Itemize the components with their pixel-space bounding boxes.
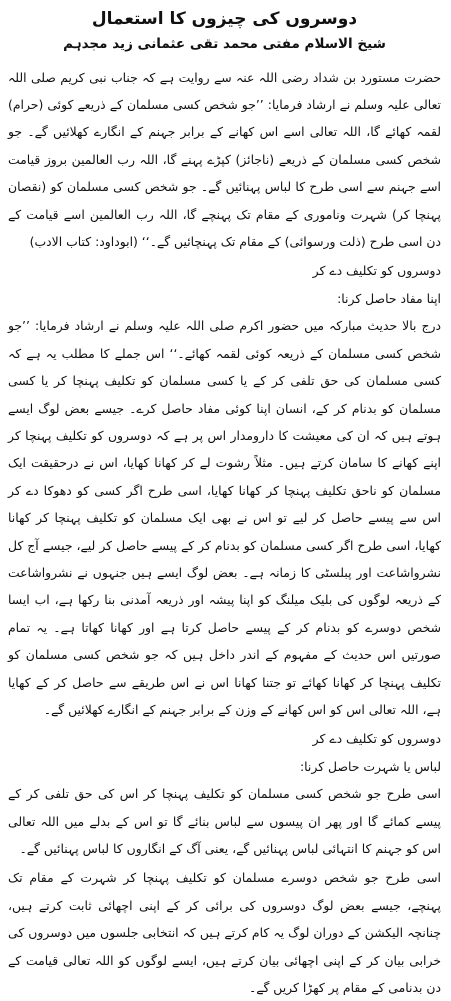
section-heading-2-sub: لباس یا شہرت حاصل کرنا: xyxy=(299,758,441,774)
section-heading-1-sub: اپنا مفاد حاصل کرنا: xyxy=(337,290,441,306)
section-heading-1: دوسروں کو تکلیف دے کر xyxy=(312,263,441,279)
body-paragraph-2: اسی طرح جو شخص کسی مسلمان کو تکلیف پہنچا کر اس کی حق تلفی کر کے پیسے کمائے گا اور پھر ان پیسوں سے لباس بنائے گا تو اس کے بدلے میں اللہ تعالی اس کو جہنم کا انتہائی لباس پہنائیں گے، یعنی آگ کے انگاروں کا لباس پہنائیں گے۔ xyxy=(8,786,441,857)
article-author: شیخ الاسلام مفتی محمد تقی عثمانی زید مجدہم xyxy=(63,36,386,53)
section-heading-2: دوسروں کو تکلیف دے کر xyxy=(312,731,441,747)
body-paragraph-3: اسی طرح جو شخص دوسرے مسلمان کو تکلیف پہنچا کر شہرت کے مقام تک پہنچے، جیسے بعض لوگ دوسروں کی برائی کر کے اپنی اچھائی ثابت کرتے ہیں، چنانچہ الیکشن کے دوران لوگ یہ کام کرتے ہیں کہ انتخابی جلسوں میں دوسروں کی خرابی بیان کر کے اپنی اچھائی بیان کرتے ہیں، ایسے لوگوں کو اللہ تعالی قیامت کے دن بدنامی کے مقام پر کھڑا کریں گے۔ xyxy=(8,870,441,996)
article-title: دوسروں کی چیزوں کا استعمال xyxy=(91,9,358,29)
body-paragraph-1: درج بالا حدیث مبارکہ میں حضور اکرم صلی اللہ علیہ وسلم نے ارشاد فرمایا: ’’جو شخص کسی مسلمان کے ذریعہ کوئی لقمہ کھائے۔‘‘ اس جملے کا مطلب یہ ہے کہ کسی مسلمان کی حق تلفی کر کے یا کسی مسلمان کو تکلیف پہنچا کر یا کسی مسلمان کو بدنام کر کے، انسان اپنا کوئی مفاد حاصل کرے۔ جیسے بعض لوگ ایسے ہوتے ہیں کہ ان کی معیشت کا دارومدار اس پر ہے کہ دوسروں کو تکلیف پہنچا کر اپنے کھانے کا سامان کرتے ہیں۔ مثلاً رشوت لے کر کھانا کھایا، اس نے درحقیقت ایک مسلمان کو ناحق تکلیف پہنچا کر کھانا کھایا، اسی طرح اگر کسی کو دھوکا دے کر اس سے پیسے حاصل کر لیے تو اس نے بھی ایک مسلمان کو تکلیف پہنچا کر کھانا کھایا، اسی طرح اگر کسی مسلمان کو بدنام کر کے پیسے حاصل کر لیے، جیسے آج کل نشرواشاعت اور پبلسٹی کا زمانہ ہے۔ بعض لوگ ایسے ہیں جنہوں نے نشرواشاعت کے ذریعہ لوگوں کی بلیک میلنگ کو اپنا پیشہ اور ذریعہ آمدنی بنا رکھا ہے، اب ایسا شخص دوسرے کو بدنام کر کے پیسے حاصل کرتا ہے اور کھانا کھاتا ہے۔ یہ تمام صورتیں اس حدیث کے مفہوم کے اندر داخل ہیں کہ جو شخص کسی مسلمان کو تکلیف پہنچا کر کھانا کھائے تو جتنا کھانا اس نے اس طریقے سے حاصل کر کے کھایا ہے، اللہ تعالی اس کو اس کھانے کے وزن کے برابر جہنم کے انگارے کھلائیں گے۔ xyxy=(8,318,441,717)
hadith-paragraph: حضرت مستورد بن شداد رضی اللہ عنہ سے روایت ہے کہ جناب نبی کریم صلی اللہ تعالی علیہ وسلم نے ارشاد فرمایا: ’’جو شخص کسی مسلمان کے ذریعے کوئی (حرام) لقمہ کھائے گا، اللہ تعالی اسے اس کھانے کے برابر جہنم کے انگارے کھلائیں گے۔ جو شخص کسی مسلمان کے ذریعے (ناجائز) کپڑے پہنے گا، اللہ رب العالمین بروز قیامت اسے جہنم سے اسی طرح کا لباس پہنائیں گے۔ جو شخص کسی مسلمان کو (نقصان پہنچا کر) شہرت وناموری کے مقام تک پہنچے گا، اللہ رب العالمین اسے قیامت کے دن اسی طرح (ذلت ورسوائی) کے مقام تک پہنچائیں گے۔‘‘ (ابوداود: کتاب الادب) xyxy=(8,69,441,250)
